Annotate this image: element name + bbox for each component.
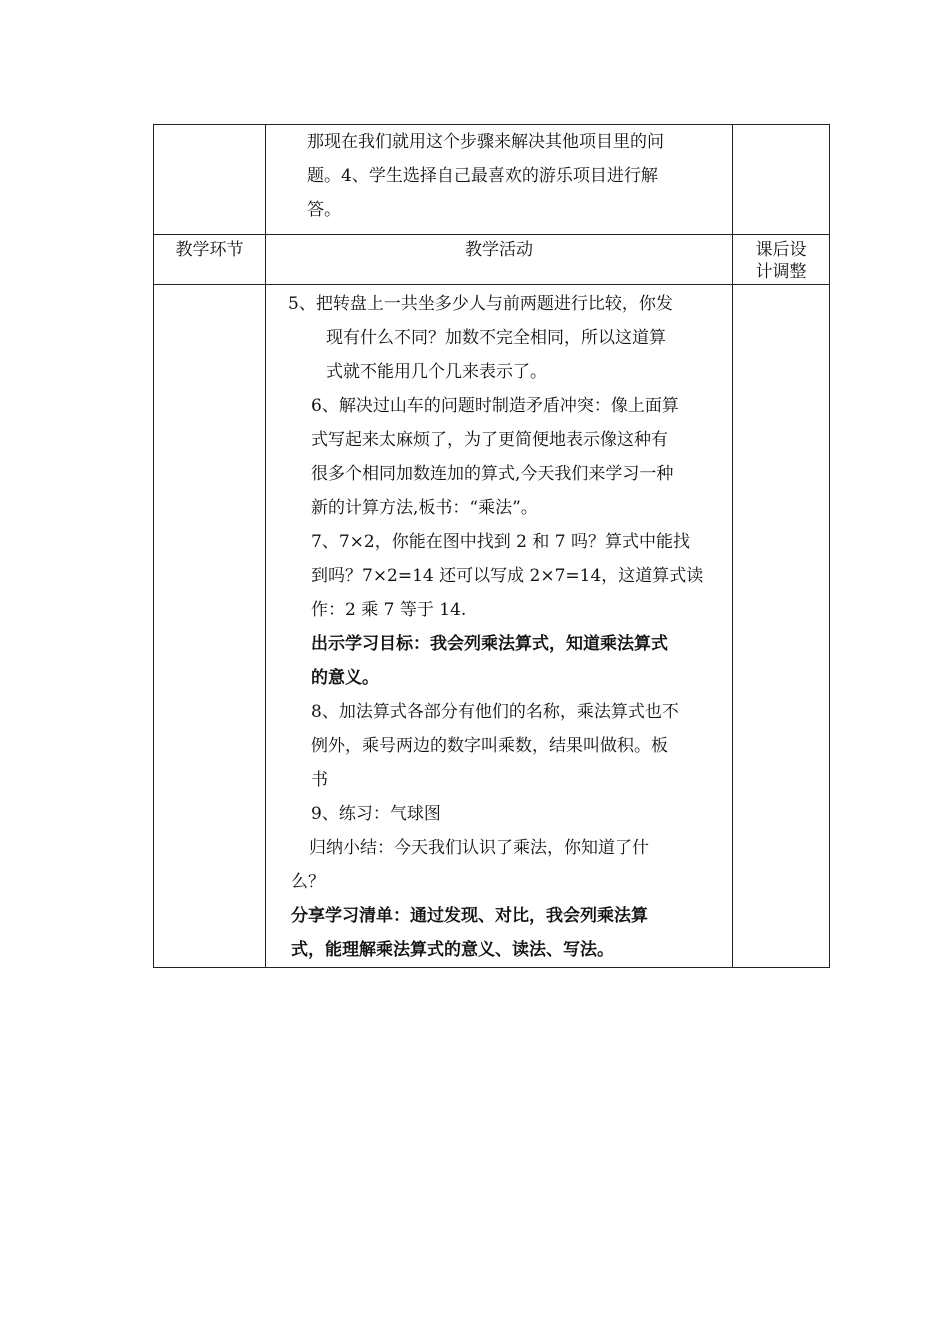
continuation-line: 那现在我们就用这个步骤来解决其他项目里的问 [307, 132, 664, 152]
learning-checklist: 分享学习清单：通过发现、对比，我会列乘法算 [291, 906, 648, 926]
adjustment-cell-empty [733, 125, 830, 235]
continuation-line: 题。4、学生选择自己最喜欢的游乐项目进行解 [307, 166, 658, 186]
header-post-class-adjustment [733, 235, 829, 283]
activity-item-5-cont: 式就不能用几个几来表示了。 [326, 362, 547, 382]
learning-goal: 出示学习目标：我会列乘法算式，知道乘法算式 [311, 634, 668, 654]
header-teaching-activity: 教学活动 [465, 240, 533, 260]
activity-item-5: 5、把转盘上一共坐多少人与前两题进行比较，你发 [288, 294, 673, 314]
activity-item-6-cont: 式写起来太麻烦了，为了更简便地表示像这种有 [311, 430, 668, 450]
activity-item-8-cont: 书 [311, 770, 328, 790]
activity-item-7-cont: 到吗？7×2=14 还可以写成 2×7=14，这道算式读 [311, 566, 704, 586]
stage-cell-empty [154, 125, 266, 235]
activity-item-8: 8、加法算式各部分有他们的名称，乘法算式也不 [311, 702, 679, 722]
activity-item-8-cont: 例外，乘号两边的数字叫乘数，结果叫做积。板 [311, 736, 668, 756]
activity-item-5-cont: 现有什么不同？加数不完全相同，所以这道算 [326, 328, 666, 348]
continuation-line: 答。 [307, 200, 341, 220]
learning-goal-cont: 的意义。 [311, 668, 379, 688]
activity-item-6-cont: 新的计算方法,板书：“乘法”。 [311, 498, 538, 518]
learning-checklist-cont: 式，能理解乘法算式的意义、读法、写法。 [291, 940, 614, 960]
activity-item-9: 9、练习：气球图 [311, 804, 441, 824]
activity-item-7: 7、7×2，你能在图中找到 2 和 7 吗？算式中能找 [311, 532, 690, 552]
header-teaching-stage: 教学环节 [175, 240, 244, 260]
lesson-plan-table [153, 124, 830, 968]
summary-cont: 么？ [291, 872, 325, 892]
continuation-row [154, 125, 830, 235]
activity-cell [266, 285, 733, 968]
adjustment-cell-empty [733, 285, 830, 968]
summary: 归纳小结：今天我们认识了乘法，你知道了什 [309, 838, 649, 858]
stage-cell-empty [154, 285, 266, 968]
activity-item-7-cont: 作：2 乘 7 等于 14. [311, 600, 467, 620]
header-adjustment-line: 计调整 [755, 262, 807, 282]
activity-item-6: 6、解决过山车的问题时制造矛盾冲突：像上面算 [311, 396, 679, 416]
activity-continuation-cell [266, 125, 733, 235]
activity-item-6-cont: 很多个相同加数连加的算式,今天我们来学习一种 [311, 464, 674, 484]
activity-row [154, 285, 830, 968]
header-adjustment-line: 课后设 [755, 240, 807, 260]
header-row [154, 235, 830, 285]
